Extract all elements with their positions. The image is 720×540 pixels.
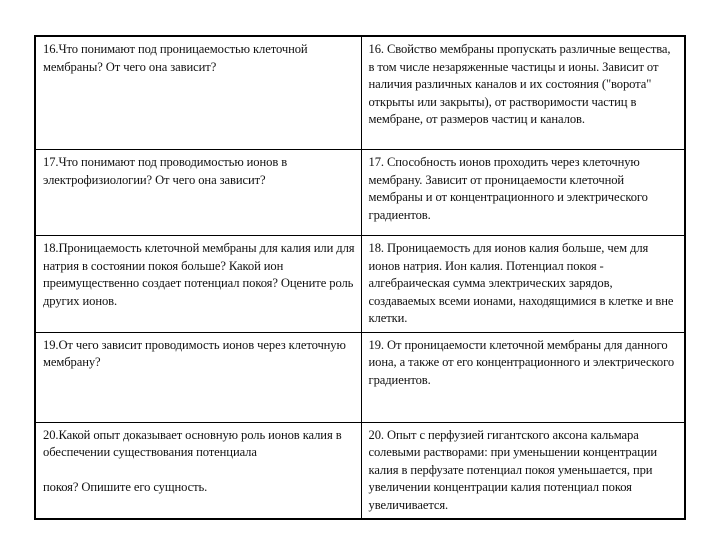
question-cell: 18.Проницаемость клеточной мембраны для калия или для натрия в состоянии покоя больше? Какой ион преимущественно создает потенциал покоя? Оцените роль других ионов. <box>35 236 361 333</box>
answer-cell: 20. Опыт с перфузией гигантского аксона кальмара солевыми растворами: при уменьшении концентрации калия в перфузате потенциал покоя уменьшается, при увеличении концентрации калия потенциал покоя увеличивается. <box>361 422 685 519</box>
question-cell <box>35 422 361 519</box>
answer-cell: 16. Свойство мембраны пропускать различные вещества, в том числе незаряженные частицы и ионы. Зависит от наличия различных каналов и их состояния ("ворота" открыты или закрыты), от растворимости частиц в мембране, от размеров частиц и каналов. <box>361 36 685 150</box>
table-row <box>35 36 685 150</box>
table-row <box>35 422 685 519</box>
question-cell: 16.Что понимают под проницаемостью клеточной мембраны? От чего она зависит? <box>35 36 361 150</box>
question-text-part2: покоя? Опишите его сущность. <box>43 479 208 494</box>
table-row <box>35 236 685 333</box>
question-cell: 19.От чего зависит проводимость ионов через клеточную мембрану? <box>35 332 361 422</box>
qa-table <box>34 35 686 520</box>
table-row <box>35 332 685 422</box>
answer-cell: 19. От проницаемости клеточной мембраны для данного иона, а также от его концентрационного и электрического градиентов. <box>361 332 685 422</box>
table-row <box>35 150 685 236</box>
question-text-part1: 20.Какой опыт доказывает основную роль ионов калия в обеспечении существования потенциала <box>43 427 342 459</box>
question-cell: 17.Что понимают под проводимостью ионов в электрофизиологии? От чего она зависит? <box>35 150 361 236</box>
answer-cell: 18. Проницаемость для ионов калия больше, чем для ионов натрия. Ион калия. Потенциал покоя - алгебраическая сумма электрических зарядов, создаваемых всеми ионами, находящимися в клетке и вне клетки. <box>361 236 685 333</box>
answer-cell: 17. Способность ионов проходить через клеточную мембрану. Зависит от проницаемости клеточной мембраны и от концентрационного и электрического градиентов. <box>361 150 685 236</box>
